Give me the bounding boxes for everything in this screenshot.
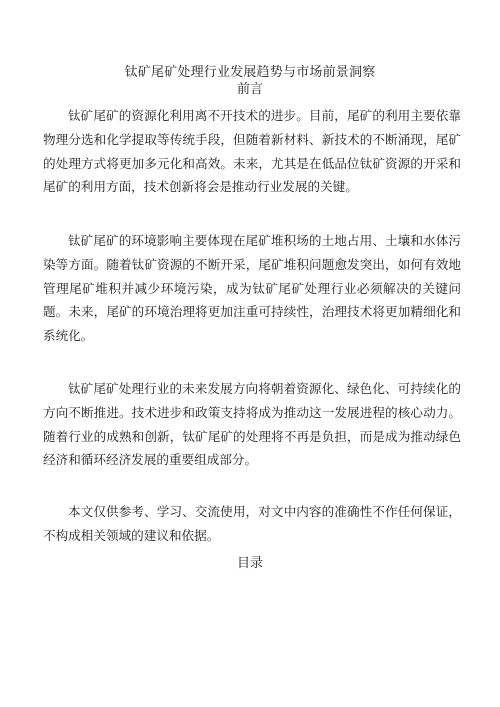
disclaimer-paragraph: 本文仅供参考、学习、交流使用，对文中内容的准确性不作任何保证，不构成相关领域的建议和依据。 — [43, 504, 461, 543]
preface-heading: 前言 — [236, 82, 263, 97]
toc-heading: 目录 — [236, 556, 263, 571]
preface-paragraph: 钛矿尾矿的资源化利用离不开技术的进步。目前，尾矿的利用主要依靠物理分选和化学提取等传统手段，但随着新材料、新技术的不断涌现，尾矿的处理方式将更加多元化和高效。未来，尤其是在低品位钛矿资源的开采和尾矿的利用方面，技术创新将会是推动行业发展的关键。 — [43, 108, 461, 195]
document-title: 钛矿尾矿处理行业发展趋势与市场前景洞察 — [124, 65, 376, 80]
preface-paragraph: 钛矿尾矿的环境影响主要体现在尾矿堆积场的土地占用、土壤和水体污染等方面。随着钛矿资源的不断开采，尾矿堆积问题愈发突出，如何有效地管理尾矿堆积并减少环境污染，成为钛矿尾矿处理行业必须解决的关键问题。未来，尾矿的环境治理将更加注重可持续性，治理技术将更加精细化和系统化。 — [43, 233, 461, 344]
preface-paragraph: 钛矿尾矿处理行业的未来发展方向将朝着资源化、绿色化、可持续化的方向不断推进。技术进步和政策支持将成为推动这一发展进程的核心动力。随着行业的成熟和创新，钛矿尾矿的处理将不再是负担，而是成为推动绿色经济和循环经济发展的重要组成部分。 — [43, 381, 461, 468]
